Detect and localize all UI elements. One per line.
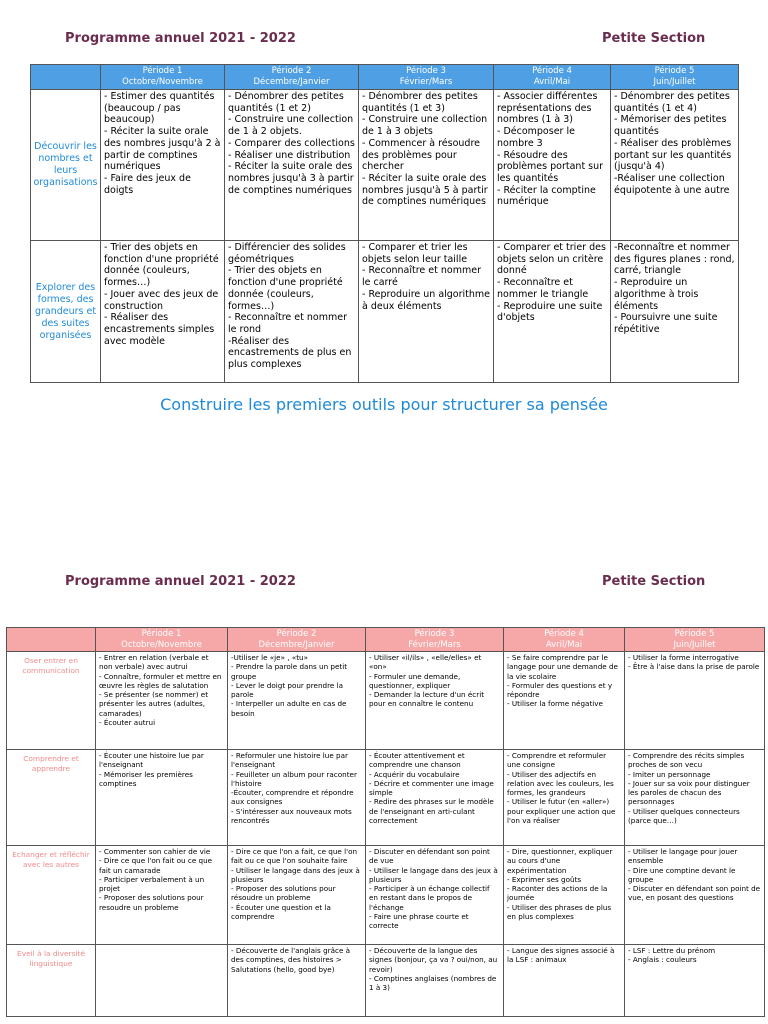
skill-item: - Discuter en défendant son point de vue — [369, 847, 490, 866]
skills-cell — [504, 652, 625, 750]
domain-label: Découvrir les nombres et leurs organisations — [31, 90, 101, 241]
skills-cell — [625, 750, 765, 846]
skills-cell — [504, 750, 625, 846]
skill-item: - Écouter une histoire lue par l'enseignant — [99, 751, 204, 770]
skill-item: - Utiliser le langage dans des jeux à plusieurs — [231, 865, 360, 884]
skill-item: - Trier des objets en fonction d'une propriété donnée (couleurs, formes…) — [104, 242, 219, 289]
domain-label: Oser entrer en communication — [7, 652, 96, 750]
skills-cell — [504, 945, 625, 1017]
skill-item: - LSF : Lettre du prénom — [628, 946, 716, 955]
skill-item: -Réaliser une collection équipotente à une autre — [614, 172, 730, 196]
skill-item: - Dénombrer des petites quantités (1 et 4) — [614, 91, 730, 114]
skills-cell — [494, 90, 611, 241]
skills-cell — [359, 90, 494, 241]
skills-cell — [366, 652, 504, 750]
skills-cell — [611, 90, 739, 241]
skill-item: - Réaliser une distribution — [228, 149, 351, 161]
curriculum-table-math — [30, 64, 739, 383]
skill-item: - Comptines anglaises (nombres de 1 à 3) — [369, 973, 497, 993]
skill-item: - Réciter la comptine numérique — [497, 184, 596, 208]
skill-item: - Résoudre des problèmes portant sur les quantités — [497, 149, 604, 184]
skill-item: - Découverte de l'anglais grâce à des comptines, des histoires > Salutations (hello, good bye) — [231, 946, 351, 974]
skill-item: - Construire une collection de 1 à 2 objets. — [228, 114, 354, 138]
skill-item: -Réaliser des encastrements de plus en plus complexes — [228, 335, 352, 371]
skill-item: - Réciter la suite orale des nombres jusqu'à 3 à partir de comptines numériques — [228, 161, 354, 196]
skills-cell — [625, 945, 765, 1017]
skill-item: - Imiter un personnage — [628, 769, 711, 779]
skills-cell — [359, 241, 494, 383]
skills-cell — [228, 846, 366, 945]
skills-cell — [366, 846, 504, 945]
skill-item: - Faire une phrase courte et correcte — [369, 912, 469, 931]
skills-cell — [228, 750, 366, 846]
skill-item: - Dire une comptine devant le groupe — [628, 865, 736, 884]
period-header: Période 5 Juin/Juillet — [625, 628, 765, 652]
skill-item: - Proposer des solutions pour resoudre un probleme — [99, 893, 204, 912]
table-row — [7, 652, 765, 750]
skill-item: - Différencier des solides géométriques — [228, 242, 346, 265]
skill-item: - Dire ce que l'on a fait, ce que l'on fait ou ce que l'on souhaite faire — [231, 847, 358, 866]
period-header: Période 2 Décembre/Janvier — [225, 65, 359, 90]
curriculum-table-language — [6, 627, 765, 1017]
domain-label: Comprendre et apprendre — [7, 750, 96, 846]
skill-item: - Réaliser des problèmes portant sur les quantités (jusqu'à 4) — [614, 137, 732, 173]
skill-item: - Reconnaître et nommer le carré — [362, 265, 481, 289]
skill-item: - Participer à un échange collectif en restant dans le propos de l'échange — [369, 884, 490, 912]
skill-item: - Langue des signes associé à la LSF : animaux — [507, 946, 615, 965]
skill-item: -Écouter, comprendre et répondre aux consignes — [231, 788, 354, 807]
domain-label: Echanger et réfléchir avec les autres — [7, 846, 96, 945]
skills-cell — [366, 945, 504, 1017]
skills-cell — [96, 750, 228, 846]
skill-item: - Reformuler une histoire lue par l'enseignant — [231, 751, 348, 770]
skills-cell — [101, 241, 225, 383]
skill-item: - Écouter autrui — [99, 718, 156, 728]
skill-item: - Trier des objets en fonction d'une propriété donnée (couleurs, formes…) — [228, 265, 343, 312]
skill-item: - Utiliser la forme interrogative — [628, 653, 739, 662]
skill-item: - Reproduire un algorithme à deux éléments — [362, 288, 491, 312]
skill-item: - Commencer à résoudre des problèmes pour chercher — [362, 137, 480, 173]
period-header: Période 3 Février/Mars — [359, 65, 494, 90]
skill-item: - Utiliser le langage pour jouer ensemble — [628, 847, 738, 866]
skill-item: - Dire ce que l'on fait ou ce que fait un camarade — [99, 856, 213, 875]
skill-item: - Utiliser le futur (en «aller») pour expliquer une action que l'on va réaliser — [507, 797, 616, 826]
skills-cell — [504, 846, 625, 945]
period-header: Période 4 Avril/Mai — [504, 628, 625, 652]
period-header: Période 1 Octobre/Novembre — [101, 65, 225, 90]
skill-item: - Comprendre des récits simples proches de son vecu — [628, 751, 745, 770]
skill-item: - Construire une collection de 1 à 3 objets — [362, 114, 488, 138]
skill-item: - Proposer des solutions pour résoudre un probleme — [231, 884, 336, 903]
skill-item: - Associer différentes représentations des nombres (1 à 3) — [497, 91, 598, 126]
skill-item: - Jouer avec des jeux de construction — [104, 288, 219, 312]
corner-cell — [7, 628, 96, 652]
skills-cell — [625, 652, 765, 750]
program-title: Programme annuel 2021 - 2022 — [65, 574, 296, 589]
skill-item: - Dire, questionner, expliquer au cours d'une expérimentation — [507, 847, 613, 875]
skill-item: -Reconnaître et nommer des figures planes : rond, carré, triangle — [614, 242, 735, 277]
domain-label: Explorer des formes, des grandeurs et des suites organisées — [31, 241, 101, 383]
skill-item: - Utiliser des adjectifs en relation avec les couleurs, les formes, les grandeurs — [507, 769, 614, 798]
skills-cell — [96, 846, 228, 945]
skill-item: - Commenter son cahier de vie — [99, 847, 211, 856]
skill-item: - Comprendre et reformuler une consigne — [507, 751, 607, 770]
skill-item: - Jouer sur sa voix pour distinguer les paroles de chacun des personnages — [628, 778, 750, 807]
skill-item: - Feuilleter un album pour raconter l'histoire — [231, 769, 357, 788]
period-header: Période 5 Juin/Juillet — [611, 65, 739, 90]
skills-cell — [494, 241, 611, 383]
skill-item: - Se faire comprendre par le langage pour une demande de la vie scolaire — [507, 653, 618, 681]
corner-cell — [31, 65, 101, 90]
skills-cell — [96, 945, 228, 1017]
skill-item: - Utiliser la forme négative — [507, 699, 603, 709]
skill-item: - Raconter des actions de la journée — [507, 884, 608, 903]
table-row — [31, 241, 739, 383]
skill-item: - Interpeller un adulte en cas de besoin — [231, 699, 347, 718]
skill-item: - Réciter la suite orale des nombres jusqu'à 2 à partir de comptines numériques — [104, 126, 221, 173]
skill-item: - Lever le doigt pour prendre la parole — [231, 680, 343, 700]
skill-item: - Réaliser des encastrements simples avec modèle — [104, 312, 215, 347]
skill-item: - Mémoriser des petites quantités — [614, 114, 727, 138]
domain-label: Eveil à la diversité linguistique — [7, 945, 96, 1017]
skills-cell — [225, 90, 359, 241]
table-header-row — [31, 65, 739, 90]
skill-item: - Anglais : couleurs — [628, 955, 697, 965]
section-label: Petite Section — [602, 574, 706, 589]
skill-item: - Décomposer le nombre 3 — [497, 126, 575, 149]
skills-cell — [101, 90, 225, 241]
section-banner: Construire les premiers outils pour structurer sa pensée — [160, 395, 608, 414]
skill-item: - Comparer et trier des objets selon un critère donné — [497, 242, 606, 277]
skill-item: - Comparer et trier les objets selon leur taille — [362, 242, 468, 265]
skill-item: - Mémoriser les premières comptines — [99, 769, 193, 788]
skill-item: - Décrire et commenter une image simple — [369, 778, 494, 798]
skills-cell — [225, 241, 359, 383]
skill-item: - Reproduire une suite d'objets — [497, 300, 603, 324]
skill-item: - Faire des jeux de doigts — [104, 172, 191, 196]
skill-item: - Prendre la parole dans un petit groupe — [231, 662, 348, 681]
skill-item: - Estimer des quantités (beaucoup / pas beaucoup) — [104, 91, 215, 126]
skill-item: - Reconnaître et nommer le triangle — [497, 277, 589, 300]
skill-item: - Reconnaître et nommer le rond — [228, 312, 347, 335]
skill-item: - Exprimer ses goûts — [507, 874, 582, 884]
skills-cell — [611, 241, 739, 383]
skill-item: - Comparer des collections — [228, 137, 355, 149]
skills-cell — [228, 945, 366, 1017]
table-row — [7, 846, 765, 945]
table-row — [7, 945, 765, 1017]
skill-item: - Écouter attentivement et comprendre une chanson — [369, 751, 465, 770]
skills-cell — [228, 652, 366, 750]
skill-item: - Être à l'aise dans la prise de parole — [628, 662, 760, 672]
skills-cell — [96, 652, 228, 750]
skill-item: - Participer verbalement à un projet — [99, 874, 205, 894]
skill-item: - S'intéresser aux nouveaux mots rencontrés — [231, 806, 352, 826]
skill-item: - Réciter la suite orale des nombres jusqu'à 5 à partir de comptines numériques — [362, 172, 488, 208]
table-row — [31, 90, 739, 241]
skill-item: - Formuler des questions et y répondre — [507, 680, 613, 700]
skill-item: - Utiliser le langage dans des jeux à plusieurs — [369, 865, 498, 884]
period-header: Période 2 Décembre/Janvier — [228, 628, 366, 652]
skill-item: - Acquérir du vocabulaire — [369, 769, 460, 779]
skill-item: - Écouter une question et la comprendre — [231, 902, 331, 922]
skill-item: - Dénombrer des petites quantités (1 et 3) — [362, 91, 478, 114]
skill-item: - Se présenter (se nommer) et présenter les autres (adultes, camarades) — [99, 690, 209, 718]
skills-cell — [625, 846, 765, 945]
skill-item: - Poursuivre une suite répétitive — [614, 312, 718, 335]
program-title: Programme annuel 2021 - 2022 — [65, 31, 296, 46]
section-label: Petite Section — [602, 31, 706, 46]
skill-item: - Reproduire un algorithme à trois éléments — [614, 277, 699, 312]
skill-item: - Découverte de la langue des signes (bonjour, ça va ? oui/non, au revoir) — [369, 946, 498, 974]
period-header: Période 3 Février/Mars — [366, 628, 504, 652]
skill-item: -Utiliser le «je» , «tu» — [231, 653, 309, 662]
skills-cell — [366, 750, 504, 846]
skill-item: - Redire des phrases sur le modèle de l'enseignant en arti-culant correctement — [369, 797, 494, 826]
table-header-row — [7, 628, 765, 652]
period-header: Période 4 Avril/Mai — [494, 65, 611, 90]
skill-item: - Entrer en relation (verbale et non verbale) avec autrui — [99, 653, 209, 672]
skill-item: - Formuler une demande, questionner, expliquer — [369, 671, 461, 690]
skill-item: - Demander la lecture d'un écrit pour en connaître le contenu — [369, 690, 485, 709]
period-header: Période 1 Octobre/Novembre — [96, 628, 228, 652]
skill-item: - Utiliser «il/ils» , «elle/elles» et «on» — [369, 653, 482, 672]
skill-item: - Utiliser quelques connecteurs (parce que…) — [628, 806, 740, 826]
skill-item: - Dénombrer des petites quantités (1 et 2) — [228, 91, 344, 114]
skill-item: - Connaître, formuler et mettre en œuvre les règles de salutation — [99, 671, 222, 690]
skill-item: - Utiliser des phrases de plus en plus complexes — [507, 902, 612, 922]
table-row — [7, 750, 765, 846]
skill-item: - Discuter en défendant son point de vue, en posant des questions — [628, 884, 761, 903]
